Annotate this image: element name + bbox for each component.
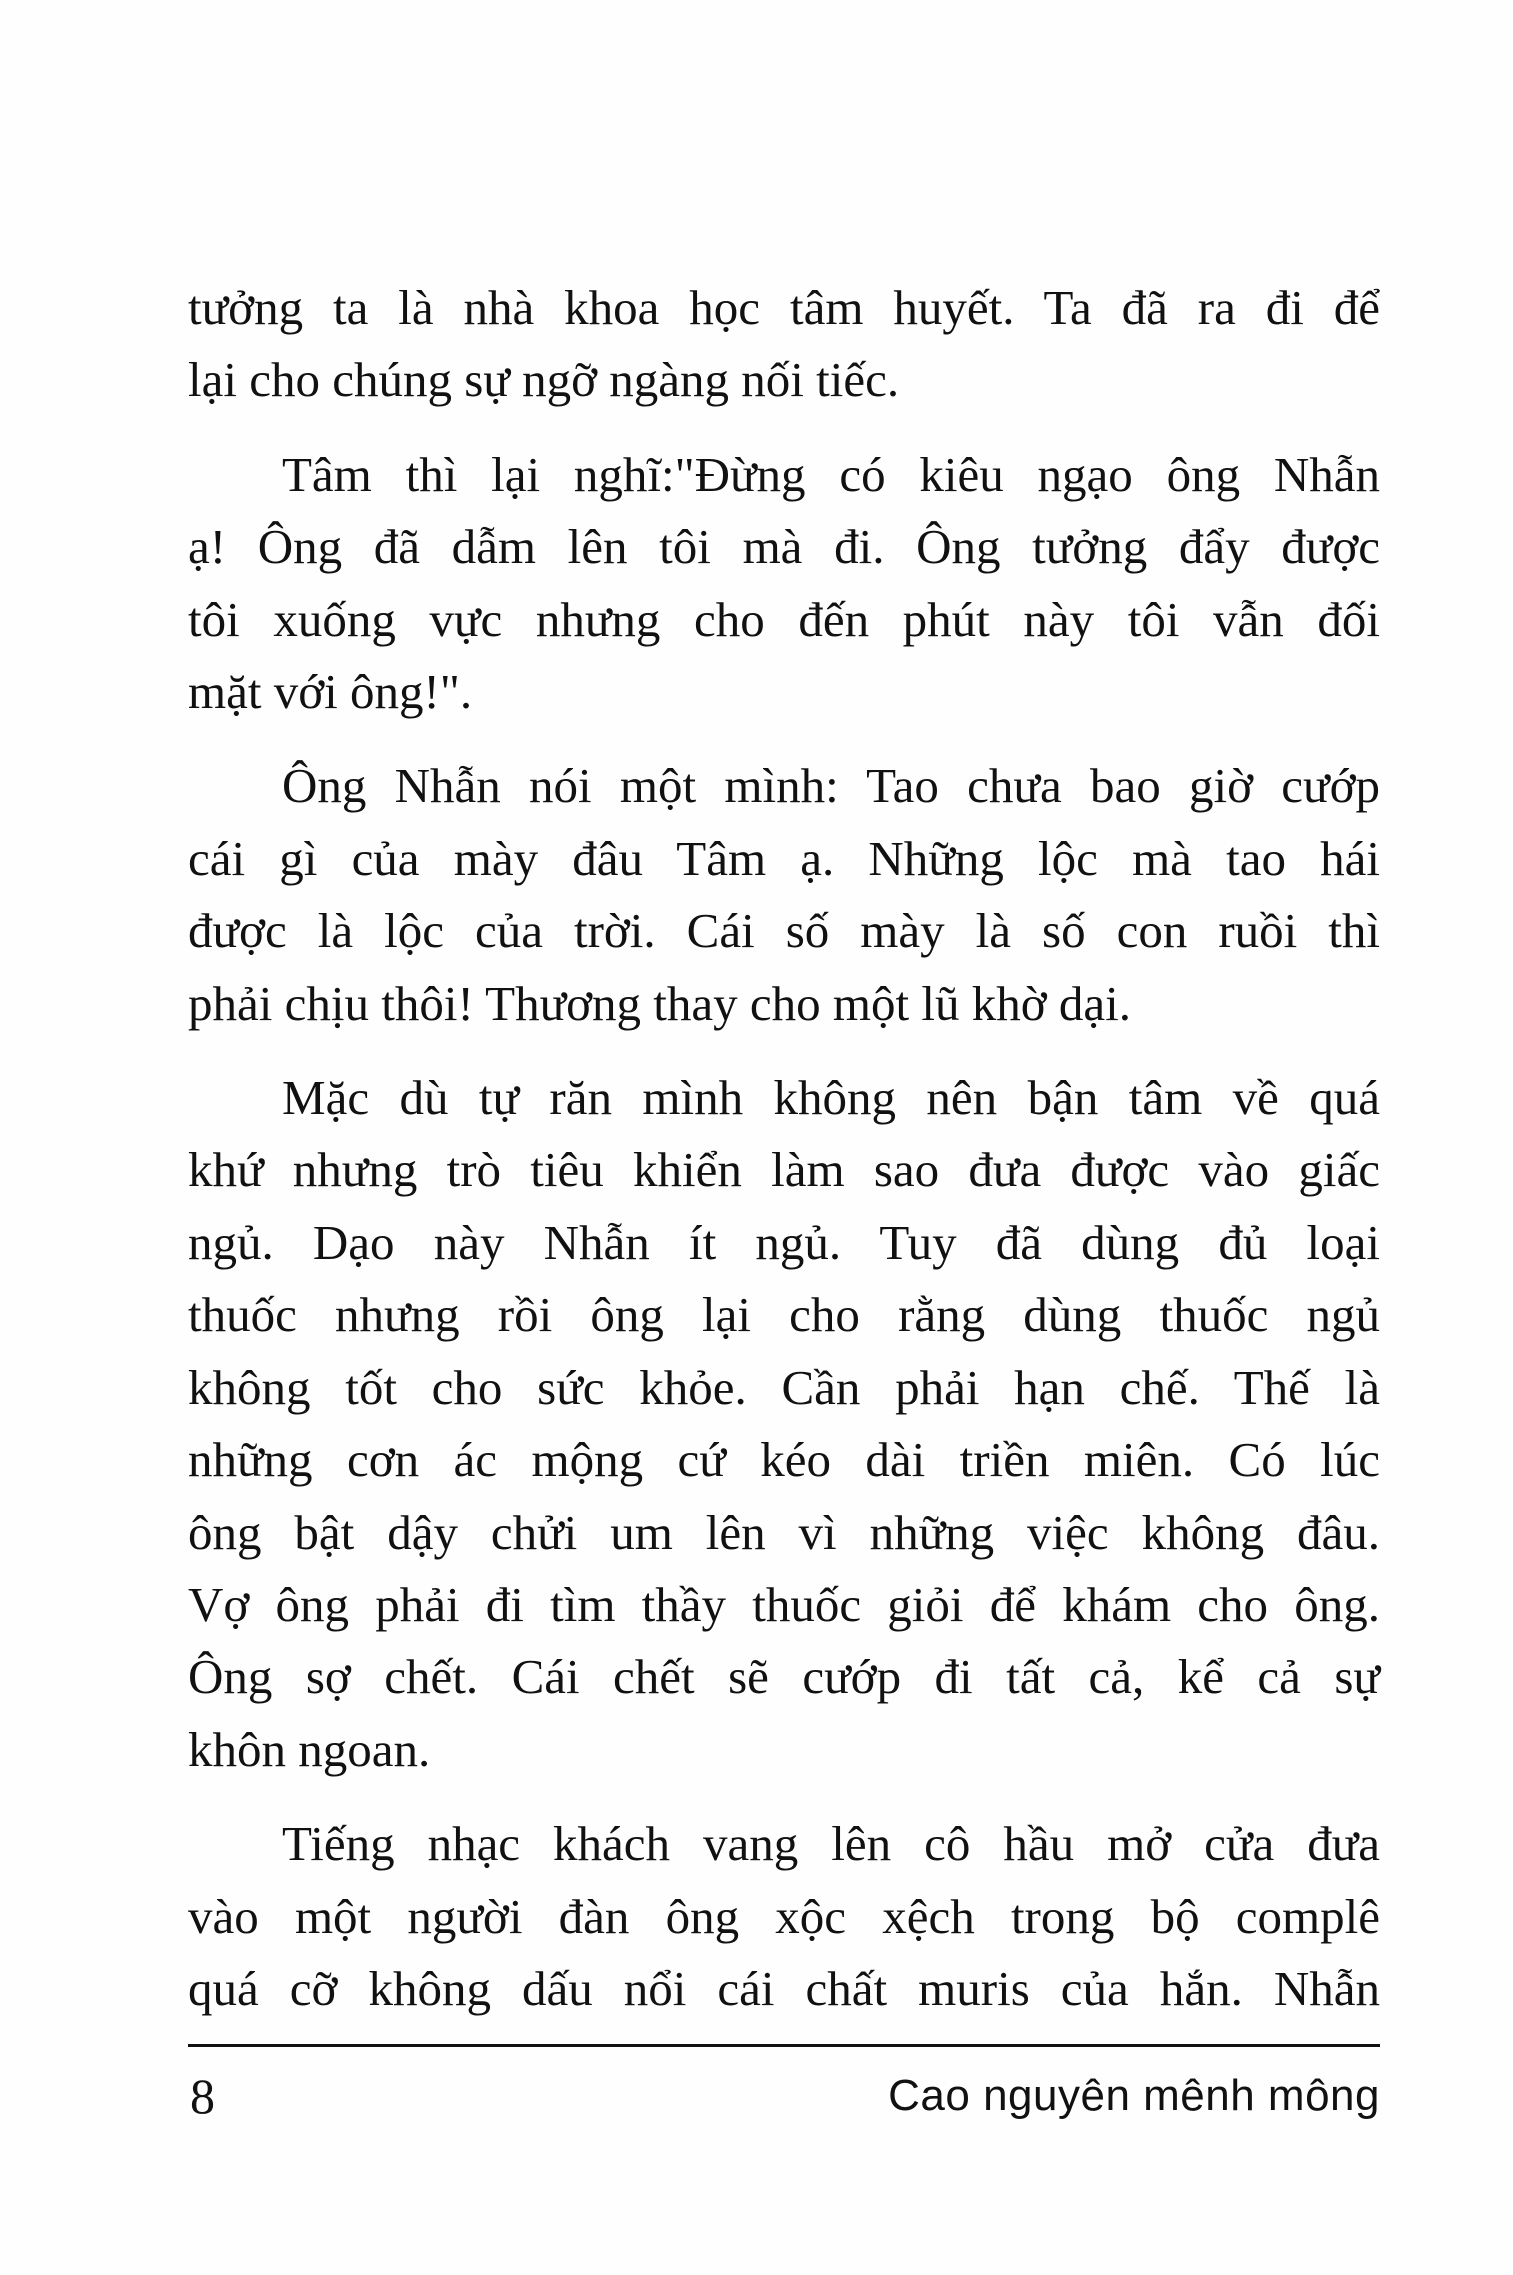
paragraph (188, 750, 1380, 1040)
text-line: Tiếng nhạc khách vang lên cô hầu mở cửa đưa (282, 1816, 1380, 1872)
text-line: quá cỡ không dấu nổi cái chất muris của hắn. Nhẫn (188, 1960, 1380, 2016)
text-line: không tốt cho sức khỏe. Cần phải hạn chế. Thế là (188, 1359, 1380, 1415)
text-line: thuốc nhưng rồi ông lại cho rằng dùng thuốc ngủ (188, 1287, 1380, 1343)
paragraph (188, 1808, 1380, 2025)
text-line: vào một người đàn ông xộc xệch trong bộ complê (188, 1888, 1380, 1944)
text-line: ông bật dậy chửi um lên vì những việc không đâu. (188, 1504, 1380, 1560)
text-line: Ông Nhẫn nói một mình: Tao chưa bao giờ cướp (282, 758, 1380, 814)
text-line: Ông sợ chết. Cái chết sẽ cướp đi tất cả, kể cả sự (188, 1649, 1380, 1705)
paragraph (188, 1062, 1380, 1786)
text-line: mặt với ông!". (188, 664, 473, 720)
footer-rule (188, 2044, 1380, 2047)
text-line: Mặc dù tự răn mình không nên bận tâm về quá (282, 1070, 1380, 1126)
running-footer-title: Cao nguyên mênh mông (888, 2071, 1380, 2120)
text-line: ạ! Ông đã dẫm lên tôi mà đi. Ông tưởng đẩy được (188, 519, 1380, 575)
text-line: lại cho chúng sự ngỡ ngàng nối tiếc. (188, 352, 900, 408)
page-number: 8 (190, 2068, 215, 2124)
text-line: ngủ. Dạo này Nhẫn ít ngủ. Tuy đã dùng đủ loại (188, 1214, 1380, 1270)
text-line: khứ nhưng trò tiêu khiển làm sao đưa được vào giấc (188, 1142, 1380, 1198)
text-line: phải chịu thôi! Thương thay cho một lũ khờ dại. (188, 975, 1132, 1031)
text-line: tôi xuống vực nhưng cho đến phút này tôi vẫn đối (188, 591, 1380, 647)
text-line: Tâm thì lại nghĩ:"Đừng có kiêu ngạo ông Nhẫn (282, 446, 1380, 502)
text-line: được là lộc của trời. Cái số mày là số con ruồi thì (188, 903, 1380, 959)
text-line: cái gì của mày đâu Tâm ạ. Những lộc mà tao hái (188, 830, 1380, 886)
text-line: những cơn ác mộng cứ kéo dài triền miên. Có lúc (188, 1432, 1380, 1488)
paragraph (188, 439, 1380, 729)
text-line: tưởng ta là nhà khoa học tâm huyết. Ta đã ra đi để (188, 280, 1380, 335)
paragraph (188, 272, 1380, 417)
text-line: Vợ ông phải đi tìm thầy thuốc giỏi để khám cho ông. (188, 1576, 1380, 1632)
text-line: khôn ngoan. (188, 1721, 431, 1777)
body-text (188, 272, 1380, 2025)
